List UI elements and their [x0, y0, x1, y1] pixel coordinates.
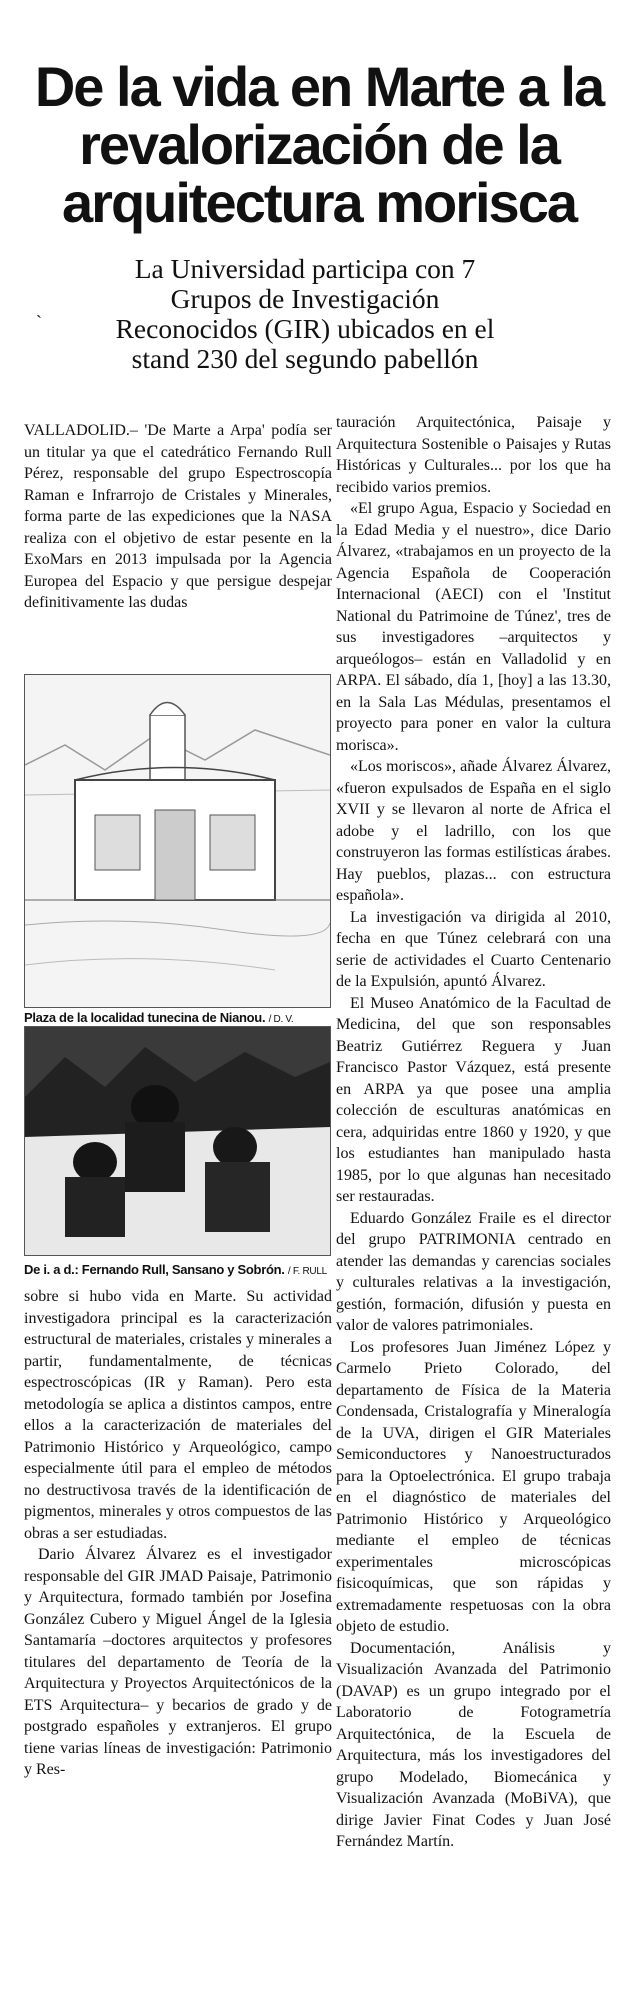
paragraph: Dario Álvarez Álvarez es el investigador responsable del GIR JMAD Paisaje, Patrimonio y Arquitectura, formado también por Josefina González Cubero y Miguel Ángel de la Iglesia Santamaría –doctores arquitectos y profesores titulares del departamento de Teoría de la Arquitectura y Proyectos Arquitectónicos de la ETS Arquitectura– y becarios de grado y de postgrado españoles y extranjeros. El grupo tiene varias líneas de investigación: Patrimonio y Res-	[24, 1546, 332, 1778]
paragraph: sobre si hubo vida en Marte. Su actividad investigadora principal es la caracterización estructural de materiales, cristales y minerales a partir, fundamentalmente, de técnicas espectroscópicas (IR y Raman). Pero esta metodología se aplica a distintos campos, entre ellos a la caracterización de materiales del Patrimonio Histórico y Arqueológico, campo especialmente útil para el empleo de métodos no destructivosa través de la identificación de pigmentos, minerales y otros compuestos de las obras a ser estudiadas.	[24, 1288, 332, 1542]
paragraph: La investigación va dirigida al 2010, fecha en que Túnez celebrará con una serie de actividades el Cuarto Centenario de la Expulsión, apuntó Álvarez.	[336, 908, 611, 990]
subheadline: La Universidad participa con 7 Grupos de Investigación Reconocidos (GIR) ubicados en el stand 230 del segundo pabellón	[115, 253, 495, 374]
paragraph: Documentación, Análisis y Visualización Avanzada del Patrimonio (DAVAP) es un grupo integrado por el Laboratorio de Fotogrametría Arquitectónica, de la Escuela de Arquitectura, más los investigadores del grupo Modelado, Biomecánica y Visualización Avanzada (MoBiVA), que dirige Javier Finat Codes y Juan José Fernández Martín.	[336, 1639, 611, 1850]
column-2	[336, 412, 611, 1853]
paragraph: «Los moriscos», añade Álvarez Álvarez, «fueron expulsados de España en el siglo XVII y se llevaron al norte de Africa el adobe y el ladrillo, con los que construyeron las formas estilísticas árabes. Hay pueblos, plazas... con estructura española».	[336, 758, 611, 904]
paragraph: El Museo Anatómico de la Facultad de Medicina, del que son responsables Beatriz Gutiérrez Reguera y Juan Francisco Pastor Vázquez, está presente en ARPA ya que posee una amplia colección de esculturas anatómicas en cera, adquiridas entre 1860 y 1920, y que los estudiantes han manipulado hasta 1985, por lo que algunas han necesitado ser restauradas.	[336, 994, 611, 1205]
decorative-mark: ˎ	[36, 298, 42, 318]
column-1-top	[24, 420, 332, 614]
caption-text: De i. a d.: Fernando Rull, Sansano y Sobrón.	[24, 1262, 285, 1277]
photo-credit: / D. V.	[268, 1014, 294, 1025]
paragraph: Eduardo González Fraile es el director del grupo PATRIMONIA centrado en atender las demandas y carencias sociales y culturales relativas a la investigación, gestión, formación, difusión y puesta en valor de valores patrimoniales.	[336, 1209, 611, 1334]
paragraph: VALLADOLID.– 'De Marte a Arpa' podía ser un titular ya que el catedrático Fernando Rull Pérez, responsable del grupo Espectroscopía Raman e Infrarrojo de Cristales y Minerales, forma parte de las expediciones que la NASA realiza con el objetivo de estar pesente en la ExoMars en 2013 impulsada por la Agencia Europea del Espacio y que persigue despejar definitivamente las dudas	[24, 422, 332, 611]
photo-researchers	[24, 1026, 331, 1256]
photo-credit: / F. RULL	[287, 1266, 327, 1277]
sketch-illustration	[25, 675, 330, 1007]
photo-nianou-plaza	[24, 674, 331, 1008]
column-1-bottom	[24, 1286, 332, 1781]
paragraph: tauración Arquitectónica, Paisaje y Arquitectura Sostenible o Paisajes y Rutas Históricas y Culturales... por los que ha recibido varios premios.	[336, 414, 611, 496]
headline: De la vida en Marte a la revalorización de la arquitectura morisca	[34, 54, 604, 234]
caption-text: Plaza de la localidad tunecina de Nianou.	[24, 1010, 266, 1025]
snow-scene-photo	[25, 1027, 330, 1255]
paragraph: «El grupo Agua, Espacio y Sociedad en la Edad Media y el nuestro», dice Dario Álvarez, «trabajamos en un proyecto de la Agencia Española de Cooperación Internacional (AECI) con el 'Institut National du Patrimoine de Túnez', tres de sus investigadores –arquitectos y arqueólogos– están en Valladolid y en ARPA. El sábado, día 1, [hoy] a las 13.30, en la Sala Las Médulas, presentamos el proyecto para poner en valor la cultura morisca».	[336, 500, 611, 754]
photo-caption	[24, 1010, 332, 1025]
paragraph: Los profesores Juan Jiménez López y Carmelo Prieto Colorado, del departamento de Física de la Materia Condensada, Cristalografía y Mineralogía de la UVA, dirigen el GIR Materiales Semiconductores y Nanoestructurados para la Optoelectrónica. El grupo trabaja en el diagnóstico de materiales del Patrimonio Histórico y Arqueológico mediante el empleo de técnicas experimentales microscópicas fisicoquímicas, que son rápidas y extremadamente respetuosas con la obra objeto de estudio.	[336, 1338, 611, 1635]
photo-caption	[24, 1262, 332, 1277]
